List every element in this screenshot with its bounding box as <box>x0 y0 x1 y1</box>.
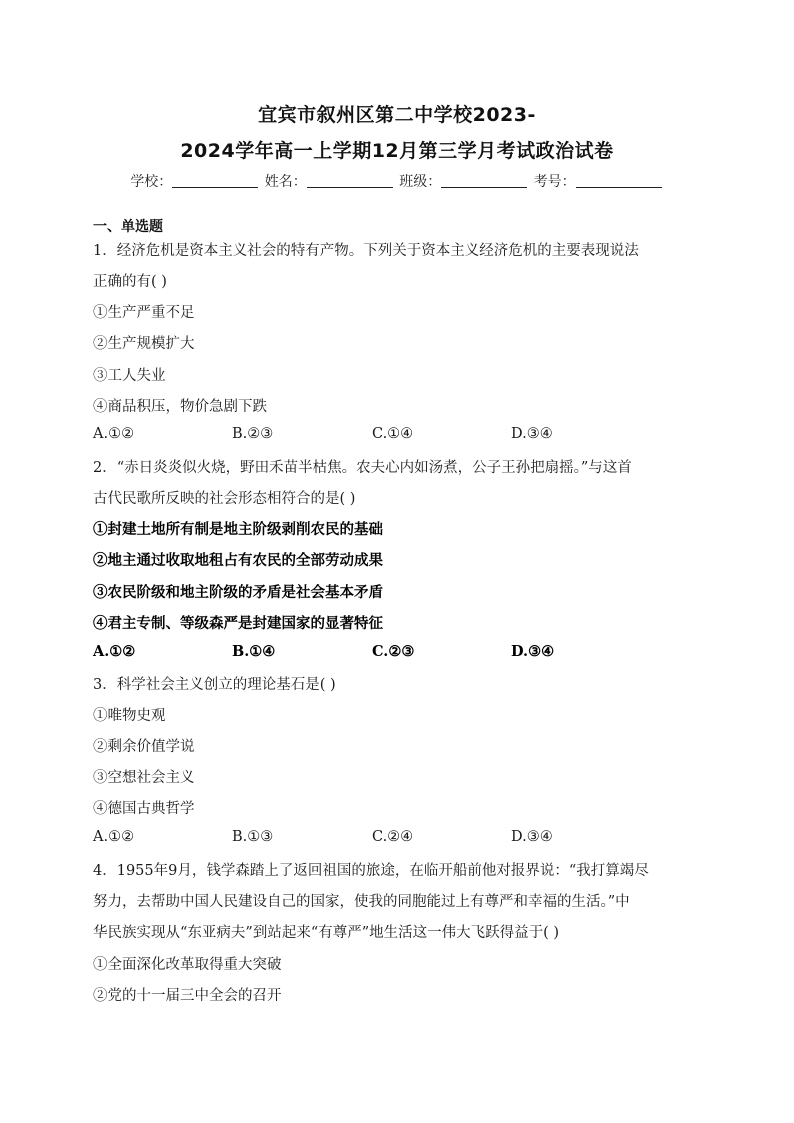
q2-item-1: ①封建土地所有制是地主阶级剥削农民的基础 <box>93 521 383 538</box>
class-blank[interactable] <box>441 173 527 188</box>
q2-choice-c[interactable]: C.②③ <box>372 643 415 660</box>
q2-item-4: ④君主专制、等级森严是封建国家的显著特征 <box>93 615 383 632</box>
name-blank[interactable] <box>307 173 393 188</box>
q1-choice-b[interactable]: B.②③ <box>232 426 274 442</box>
q3-item-3: ③空想社会主义 <box>93 770 195 786</box>
q2-stem-line-1: 2．“赤日炎炎似火烧，野田禾苗半枯焦。农夫心内如汤煮，公子王孙把扇摇。”与这首 <box>93 460 632 476</box>
q3-item-2: ②剩余价值学说 <box>93 739 195 755</box>
q2-item-3: ③农民阶级和地主阶级的矛盾是社会基本矛盾 <box>93 584 383 601</box>
exam-title-line-1: 宜宾市叙州区第二中学校2023- <box>258 104 536 126</box>
q4-item-1: ①全面深化改革取得重大突破 <box>93 957 282 973</box>
q1-stem-line-1: 1．经济危机是资本主义社会的特有产物。下列关于资本主义经济危机的主要表现说法 <box>93 243 639 259</box>
name-label: 姓名： <box>264 174 307 190</box>
q3-choice-b[interactable]: B.①③ <box>232 829 274 845</box>
q3-item-1: ①唯物史观 <box>93 708 166 724</box>
school-blank[interactable] <box>172 173 258 188</box>
q1-item-1: ①生产严重不足 <box>93 305 195 321</box>
student-info-row <box>0 171 794 191</box>
q1-stem-line-2: 正确的有( ) <box>93 274 167 290</box>
q2-stem-line-2: 古代民歌所反映的社会形态相符合的是( ) <box>93 491 356 507</box>
q4-stem-line-1: 4．1955年9月，钱学森踏上了返回祖国的旅途，在临开船前他对报界说：“我打算竭尽 <box>93 863 649 879</box>
q1-item-2: ②生产规模扩大 <box>93 336 195 352</box>
exam-title-line-2: 2024学年高一上学期12月第三学月考试政治试卷 <box>180 140 614 162</box>
q1-item-3: ③工人失业 <box>93 368 166 384</box>
q2-choice-d[interactable]: D.③④ <box>511 643 555 660</box>
q1-choice-c[interactable]: C.①④ <box>372 426 414 442</box>
q4-stem-line-2: 努力，去帮助中国人民建设自己的国家，使我的同胞能过上有尊严和幸福的生活。”中 <box>93 894 630 910</box>
q3-choice-c[interactable]: C.②④ <box>372 829 414 845</box>
q2-item-2: ②地主通过收取地租占有农民的全部劳动成果 <box>93 552 383 569</box>
number-label: 考号： <box>533 174 576 190</box>
section-heading: 一、单选题 <box>93 219 163 235</box>
class-label: 班级： <box>399 174 442 190</box>
number-blank[interactable] <box>576 173 662 188</box>
q4-stem-line-3: 华民族实现从“东亚病夫”到站起来“有尊严”地生活这一伟大飞跃得益于( ) <box>93 925 560 941</box>
q3-choice-d[interactable]: D.③④ <box>511 829 553 845</box>
q3-stem-line-1: 3．科学社会主义创立的理论基石是( ) <box>93 677 336 693</box>
q3-choice-a[interactable]: A.①② <box>93 829 135 845</box>
q3-item-4: ④德国古典哲学 <box>93 801 195 817</box>
q2-choice-b[interactable]: B.①④ <box>232 643 276 660</box>
q4-item-2: ②党的十一届三中全会的召开 <box>93 988 282 1004</box>
q2-choice-a[interactable]: A.①② <box>93 643 136 660</box>
school-label: 学校： <box>130 174 173 190</box>
q1-item-4: ④商品积压，物价急剧下跌 <box>93 399 267 415</box>
q1-choice-a[interactable]: A.①② <box>93 426 135 442</box>
q1-choice-d[interactable]: D.③④ <box>511 426 553 442</box>
